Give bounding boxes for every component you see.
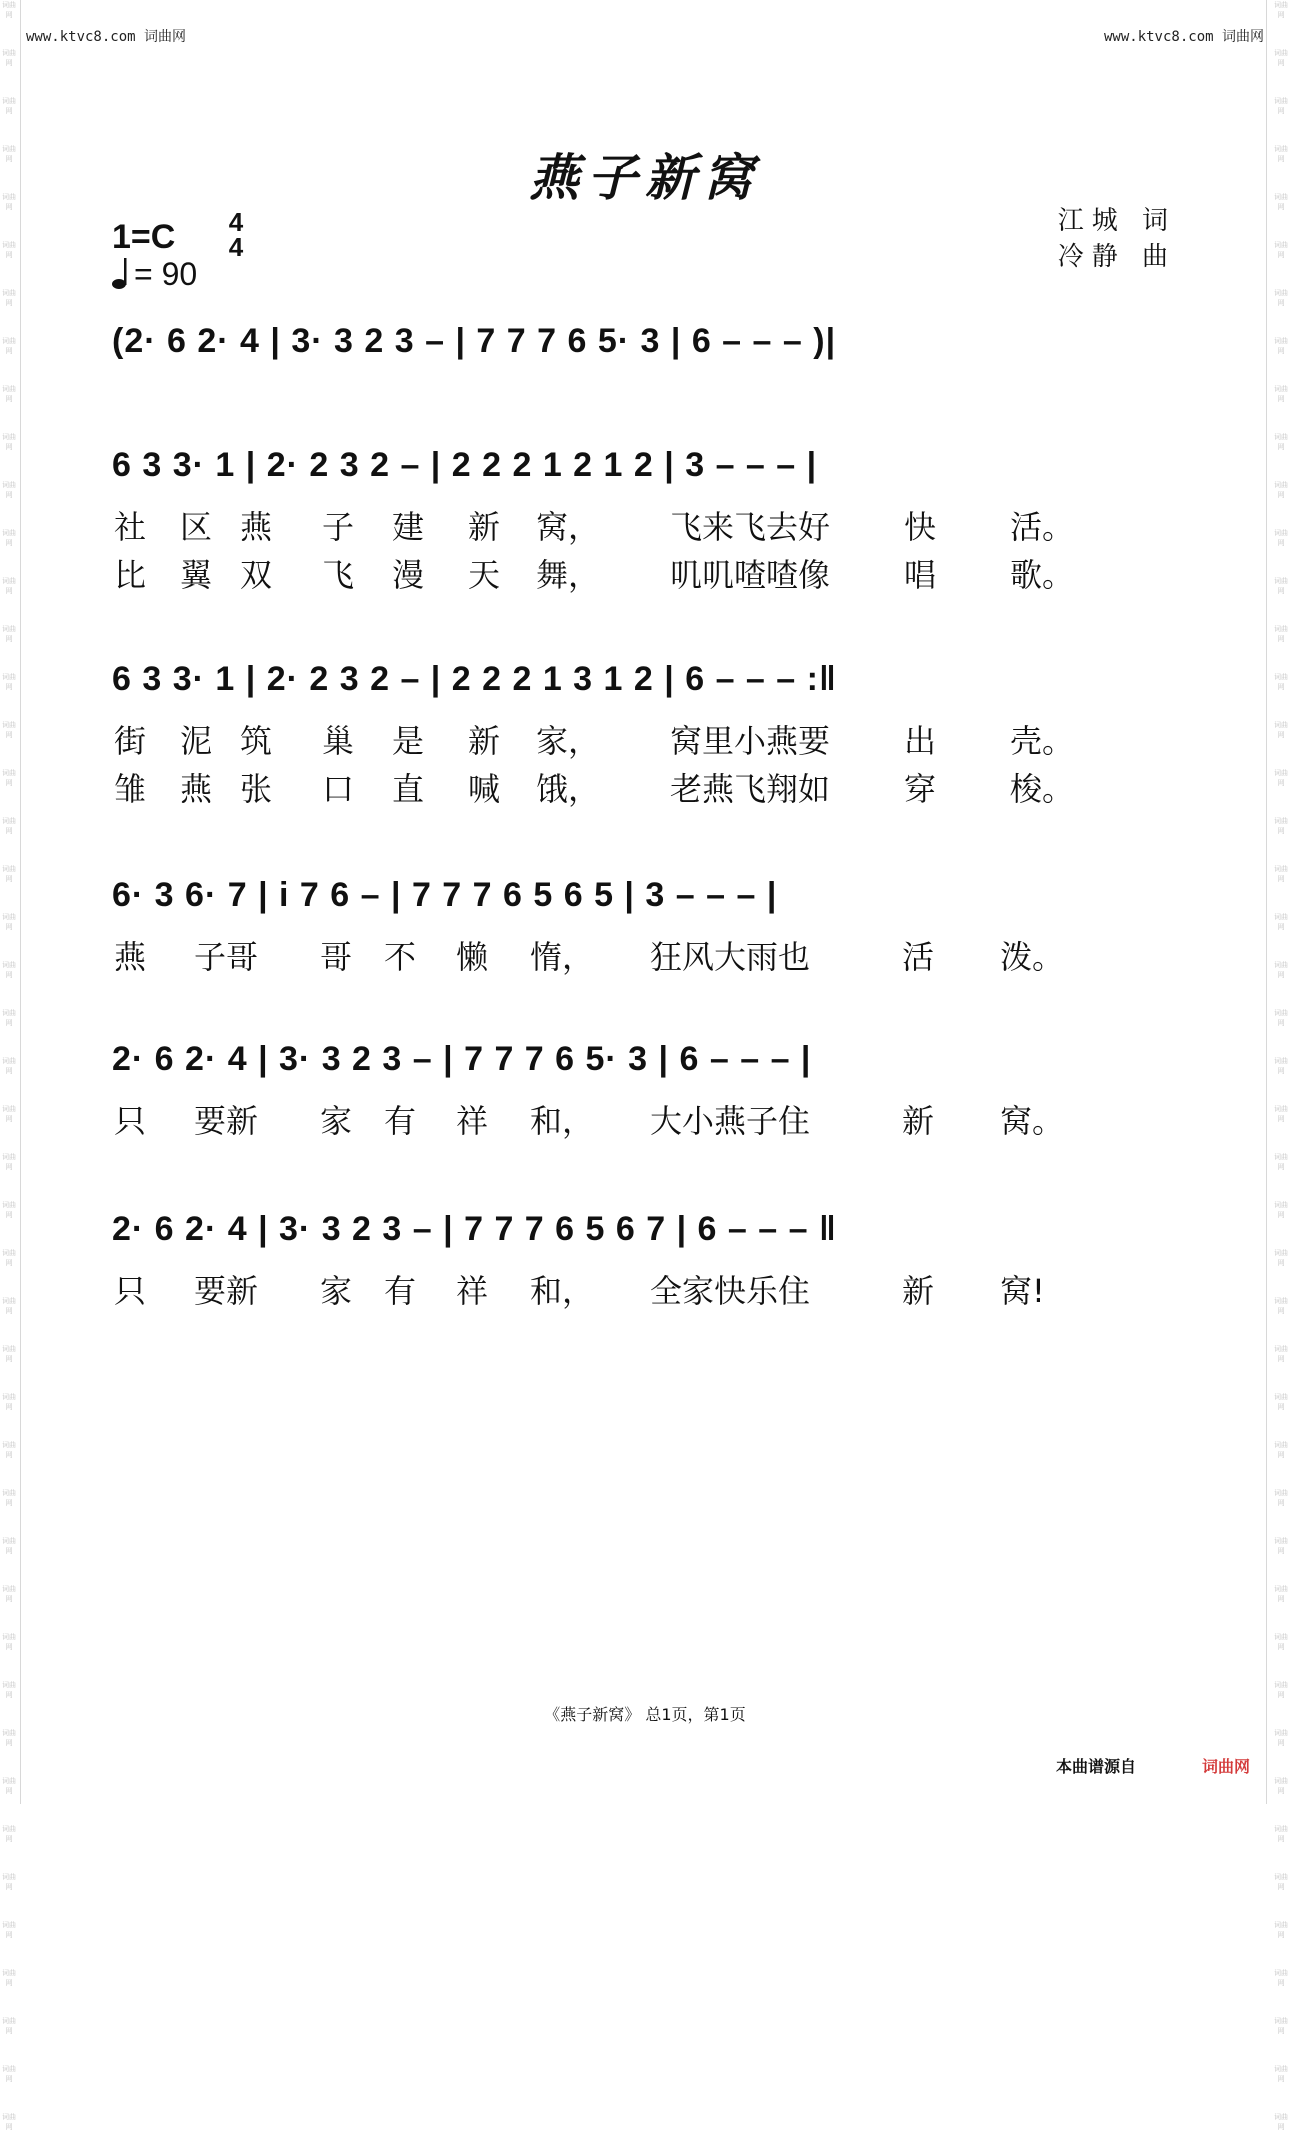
- watermark-text: 词曲网: [1274, 1969, 1288, 1987]
- lyric-word: 燕: [114, 938, 147, 976]
- watermark-text: 词曲网: [2, 961, 16, 979]
- lyric-word: 窝，: [536, 508, 601, 546]
- lyric-word: 口: [322, 770, 355, 808]
- watermark-text: 词曲网: [1274, 1345, 1288, 1363]
- watermark-text: 词曲网: [2, 817, 16, 835]
- watermark-text: 词曲网: [1274, 865, 1288, 883]
- header-site-name: 词曲网: [144, 29, 187, 45]
- notation-row: 6 3 3· 1 | 2· 2 3 2 – | 2 2 2 1 3 1 2 | 6 – – – :‖: [112, 660, 837, 698]
- lyric-word: 唱: [904, 556, 937, 594]
- watermark-text: 词曲网: [2, 1009, 16, 1027]
- lyric-word: 有: [384, 1102, 417, 1140]
- lyric-word: 不: [384, 938, 417, 976]
- lyric-line: [0, 1096, 1290, 1140]
- watermark-text: 词曲网: [2, 1201, 16, 1219]
- watermark-text: 词曲网: [1274, 49, 1288, 67]
- lyric-word: 全家快乐住: [650, 1272, 811, 1310]
- lyric-word: 和，: [530, 1102, 595, 1140]
- watermark-text: 词曲网: [2, 2017, 16, 2035]
- notation-row: 6· 3 6· 7 | i 7 6 – | 7 7 7 6 5 6 5 | 3 – – – |: [112, 876, 778, 914]
- watermark-text: 词曲网: [2, 289, 16, 307]
- watermark-text: 词曲网: [1274, 1297, 1288, 1315]
- lyric-word: 窝。: [1000, 1102, 1065, 1140]
- watermark-text: 词曲网: [2, 1729, 16, 1747]
- lyric-word: 饿，: [536, 770, 601, 808]
- watermark-text: 词曲网: [1274, 1, 1288, 19]
- lyric-word: 有: [384, 1272, 417, 1310]
- source-brand[interactable]: 词曲网: [1202, 1757, 1251, 1776]
- watermark-text: 词曲网: [1274, 961, 1288, 979]
- watermark-text: 词曲网: [1274, 2113, 1288, 2131]
- left-watermark-column: [2, 0, 16, 2131]
- lyric-word: 漫: [392, 556, 425, 594]
- watermark-text: 词曲网: [1274, 241, 1288, 259]
- watermark-text: 词曲网: [2, 193, 16, 211]
- watermark-text: 词曲网: [2, 1057, 16, 1075]
- lyric-word: 哥: [320, 938, 353, 976]
- lyric-word: 建: [392, 508, 425, 546]
- watermark-text: 词曲网: [1274, 1489, 1288, 1507]
- watermark-text: 词曲网: [1274, 193, 1288, 211]
- header-site-url[interactable]: www.ktvc8.com: [26, 29, 136, 45]
- watermark-text: 词曲网: [2, 241, 16, 259]
- watermark-text: 词曲网: [2, 1249, 16, 1267]
- watermark-text: 词曲网: [1274, 529, 1288, 547]
- composer-credit: 冷静 曲: [1057, 242, 1176, 272]
- lyric-word: 要新: [194, 1102, 259, 1140]
- left-margin-rule: [20, 0, 21, 1804]
- lyric-word: 张: [240, 770, 273, 808]
- watermark-text: 词曲网: [1274, 1057, 1288, 1075]
- watermark-text: 词曲网: [2, 1969, 16, 1987]
- lyric-word: 壳。: [1010, 722, 1075, 760]
- watermark-text: 词曲网: [1274, 817, 1288, 835]
- lyric-word: 窝里小燕要: [670, 722, 831, 760]
- lyric-word: 和，: [530, 1272, 595, 1310]
- lyric-word: 家: [320, 1272, 353, 1310]
- lyric-line: [0, 1266, 1290, 1310]
- lyric-word: 飞来飞去好: [670, 508, 831, 546]
- watermark-text: 词曲网: [2, 673, 16, 691]
- watermark-text: 词曲网: [2, 337, 16, 355]
- watermark-text: 词曲网: [1274, 1153, 1288, 1171]
- watermark-text: 词曲网: [2, 1393, 16, 1411]
- lyric-word: 新: [902, 1272, 935, 1310]
- lyric-word: 新: [468, 508, 501, 546]
- watermark-text: 词曲网: [1274, 769, 1288, 787]
- watermark-text: 词曲网: [2, 433, 16, 451]
- lyric-word: 狂风大雨也: [650, 938, 811, 976]
- lyric-word: 子: [322, 508, 355, 546]
- lyric-word: 舞，: [536, 556, 601, 594]
- lyric-word: 泥: [180, 722, 213, 760]
- header-site-name-right: 词曲网: [1222, 29, 1264, 45]
- lyricist-credit: 江城 词: [1057, 206, 1176, 236]
- watermark-text: 词曲网: [2, 1489, 16, 1507]
- lyric-line: [0, 716, 1290, 760]
- watermark-text: 词曲网: [2, 865, 16, 883]
- lyric-line: [0, 550, 1290, 594]
- watermark-text: 词曲网: [1274, 721, 1288, 739]
- watermark-text: 词曲网: [2, 1585, 16, 1603]
- watermark-text: 词曲网: [1274, 1585, 1288, 1603]
- watermark-text: 词曲网: [1274, 1633, 1288, 1651]
- lyric-word: 大小燕子住: [650, 1102, 811, 1140]
- lyric-word: 窝!: [1000, 1272, 1045, 1310]
- lyric-word: 双: [240, 556, 273, 594]
- tempo-marking: = 90: [134, 256, 198, 292]
- lyric-word: 出: [904, 722, 937, 760]
- lyric-word: 社: [114, 508, 147, 546]
- watermark-text: 词曲网: [2, 1633, 16, 1651]
- lyric-word: 穿: [904, 770, 937, 808]
- watermark-text: 词曲网: [2, 769, 16, 787]
- watermark-text: 词曲网: [1274, 1825, 1288, 1843]
- watermark-text: 词曲网: [1274, 1681, 1288, 1699]
- watermark-text: 词曲网: [2, 1345, 16, 1363]
- watermark-text: 词曲网: [2, 1297, 16, 1315]
- lyric-word: 天: [468, 556, 501, 594]
- lyric-word: 巢: [322, 722, 355, 760]
- lyric-word: 比: [114, 556, 147, 594]
- header-left: [26, 26, 186, 46]
- watermark-text: 词曲网: [1274, 337, 1288, 355]
- watermark-text: 词曲网: [1274, 577, 1288, 595]
- watermark-text: 词曲网: [2, 1153, 16, 1171]
- watermark-text: 词曲网: [2, 145, 16, 163]
- watermark-text: 词曲网: [1274, 97, 1288, 115]
- lyric-word: 惰，: [530, 938, 595, 976]
- source-label: 本曲谱源自: [1056, 1757, 1137, 1776]
- watermark-text: 词曲网: [1274, 289, 1288, 307]
- watermark-text: 词曲网: [2, 2065, 16, 2083]
- quarter-note-icon: [112, 256, 130, 290]
- lyric-word: 快: [904, 508, 937, 546]
- lyric-line: [0, 764, 1290, 808]
- page-info: 《燕子新窝》 总1页，第1页: [544, 1705, 746, 1724]
- meter-top: 4: [228, 207, 244, 237]
- right-margin-rule: [1266, 0, 1267, 1804]
- lyric-word: 要新: [194, 1272, 259, 1310]
- watermark-text: 词曲网: [2, 1105, 16, 1123]
- lyric-word: 懒: [456, 938, 489, 976]
- watermark-text: 词曲网: [2, 1825, 16, 1843]
- watermark-text: 词曲网: [1274, 433, 1288, 451]
- watermark-text: 词曲网: [2, 577, 16, 595]
- lyric-word: 祥: [456, 1272, 489, 1310]
- notation-row: 2· 6 2· 4 | 3· 3 2 3 – | 7 7 7 6 5 6 7 | 6 – – – ‖: [112, 1210, 837, 1248]
- watermark-text: 词曲网: [1274, 1729, 1288, 1747]
- lyric-word: 新: [902, 1102, 935, 1140]
- lyric-word: 家: [320, 1102, 353, 1140]
- lyric-word: 燕: [240, 508, 273, 546]
- watermark-text: 词曲网: [2, 97, 16, 115]
- meter-bottom: 4: [228, 232, 244, 262]
- lyric-line: [0, 932, 1290, 976]
- lyric-word: 翼: [180, 556, 213, 594]
- notation-row: 2· 6 2· 4 | 3· 3 2 3 – | 7 7 7 6 5· 3 | 6 – – – |: [112, 1040, 812, 1078]
- watermark-text: 词曲网: [1274, 385, 1288, 403]
- watermark-text: 词曲网: [1274, 1441, 1288, 1459]
- lyric-word: 新: [468, 722, 501, 760]
- lyric-word: 泼。: [1000, 938, 1065, 976]
- lyric-word: 飞: [322, 556, 355, 594]
- watermark-text: 词曲网: [1274, 913, 1288, 931]
- header-right: [1104, 26, 1264, 46]
- watermark-text: 词曲网: [1274, 1537, 1288, 1555]
- notation-row: (2· 6 2· 4 | 3· 3 2 3 – | 7 7 7 6 5· 3 | 6 – – – )|: [112, 322, 837, 360]
- song-title: 燕子新窝: [529, 148, 761, 207]
- watermark-text: 词曲网: [2, 1441, 16, 1459]
- watermark-text: 词曲网: [2, 1, 16, 19]
- lyric-word: 叽叽喳喳像: [670, 556, 831, 594]
- watermark-text: 词曲网: [1274, 625, 1288, 643]
- lyric-word: 歌。: [1010, 556, 1075, 594]
- lyric-line: [0, 502, 1290, 546]
- time-signature: [222, 207, 250, 262]
- lyric-word: 街: [114, 722, 147, 760]
- lyric-word: 喊: [468, 770, 501, 808]
- lyric-word: 只: [114, 1102, 147, 1140]
- watermark-text: 词曲网: [2, 721, 16, 739]
- watermark-text: 词曲网: [2, 625, 16, 643]
- lyric-word: 只: [114, 1272, 147, 1310]
- lyric-word: 雏: [114, 770, 147, 808]
- watermark-text: 词曲网: [1274, 1921, 1288, 1939]
- lyric-word: 燕: [180, 770, 213, 808]
- watermark-text: 词曲网: [2, 1537, 16, 1555]
- watermark-text: 词曲网: [2, 2113, 16, 2131]
- lyric-word: 梭。: [1010, 770, 1075, 808]
- watermark-text: 词曲网: [1274, 1249, 1288, 1267]
- watermark-text: 词曲网: [1274, 2017, 1288, 2035]
- lyric-word: 家，: [536, 722, 601, 760]
- key-signature: 1=C: [112, 218, 176, 256]
- watermark-text: 词曲网: [2, 1873, 16, 1891]
- lyric-word: 子哥: [194, 938, 259, 976]
- watermark-text: 词曲网: [1274, 1873, 1288, 1891]
- watermark-text: 词曲网: [1274, 145, 1288, 163]
- lyric-word: 活: [902, 938, 935, 976]
- watermark-text: 词曲网: [1274, 1201, 1288, 1219]
- watermark-text: 词曲网: [1274, 481, 1288, 499]
- lyric-word: 直: [392, 770, 425, 808]
- header-site-url-right[interactable]: www.ktvc8.com: [1103, 29, 1214, 45]
- lyric-word: 活。: [1010, 508, 1075, 546]
- watermark-text: 词曲网: [2, 49, 16, 67]
- watermark-text: 词曲网: [2, 1681, 16, 1699]
- watermark-text: 词曲网: [1274, 2065, 1288, 2083]
- lyric-word: 是: [392, 722, 425, 760]
- lyric-word: 老燕飞翔如: [670, 770, 831, 808]
- watermark-text: 词曲网: [2, 385, 16, 403]
- watermark-text: 词曲网: [1274, 1105, 1288, 1123]
- lyric-word: 筑: [240, 722, 273, 760]
- lyric-word: 区: [180, 508, 213, 546]
- watermark-text: 词曲网: [2, 529, 16, 547]
- watermark-text: 词曲网: [1274, 1777, 1288, 1795]
- watermark-text: 词曲网: [2, 1777, 16, 1795]
- watermark-text: 词曲网: [1274, 1393, 1288, 1411]
- watermark-text: 词曲网: [2, 481, 16, 499]
- watermark-text: 词曲网: [1274, 673, 1288, 691]
- notation-row: 6 3 3· 1 | 2· 2 3 2 – | 2 2 2 1 2 1 2 | 3 – – – |: [112, 446, 818, 484]
- watermark-text: 词曲网: [1274, 1009, 1288, 1027]
- watermark-text: 词曲网: [2, 1921, 16, 1939]
- watermark-text: 词曲网: [2, 913, 16, 931]
- right-watermark-column: [1274, 0, 1288, 2131]
- lyric-word: 祥: [456, 1102, 489, 1140]
